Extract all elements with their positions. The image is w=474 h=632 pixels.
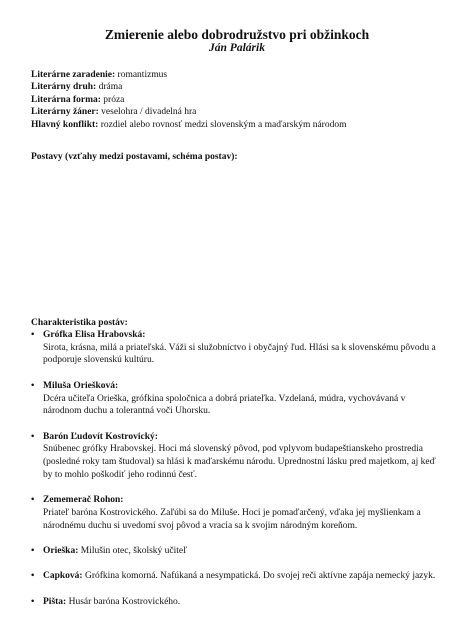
meta-value: dráma [96, 82, 123, 93]
character-description-line: Priateľ baróna Kostrovického. Zaľúbi sa do Miluše. Hoci je pomaďarčený, vďaka jej myšlienkam a [43, 507, 421, 518]
meta-value: rozdiel alebo rovnosť medzi slovenským a maďarským národom [98, 119, 347, 130]
list-item-character [31, 431, 451, 482]
character-description-line: podporuje slovenskú kultúru. [43, 355, 155, 366]
character-description-line: Dcéra učiteľa Orieška, grófkina spoločnica a dobrá priateľka. Vzdelaná, múdra, vychovávaná v [43, 393, 406, 404]
character-name: Orieška: [43, 545, 79, 556]
character-description-line: by to mohlo poškodiť jeho rodinnú česť. [43, 469, 198, 480]
document-title: Zmierenie alebo dobrodružstvo pri obžinkoch [104, 27, 370, 42]
list-item-character [31, 380, 451, 418]
character-name: Miluša Oriešková: [43, 380, 119, 391]
list-gap [31, 583, 451, 596]
list-gap [31, 367, 451, 380]
list-item-character [31, 545, 451, 558]
character-name: Grófka Elisa Hrabovská: [43, 330, 146, 340]
bullet-icon: • [31, 380, 35, 391]
meta-label: Hlavný konflikt: [31, 119, 99, 130]
meta-row-literary-form [31, 94, 451, 106]
character-name: Capková: [43, 571, 83, 582]
bullet-icon: • [31, 596, 35, 607]
meta-value: veselohra / divadelná hra [98, 107, 197, 118]
character-name: Barón Ľudovít Kostrovický: [43, 431, 158, 442]
bullet-icon: • [31, 545, 35, 556]
bullet-icon: • [31, 330, 35, 340]
document-author: Ján Palárik [209, 42, 265, 54]
list-gap [31, 481, 451, 494]
character-description-line: Sirota, krásna, milá a priateľská. Váži si služobníctvo i obyčajný ľud. Hlási sa k slovenskému pôvodu a [43, 342, 436, 353]
character-name: Pišta: [43, 596, 67, 607]
character-description-line: národnom duchu a tolerantná voči Uhorsku. [43, 406, 211, 417]
list-item-character [31, 596, 451, 609]
bullet-icon: • [31, 571, 35, 582]
character-description-line: Husár baróna Kostrovického. [66, 596, 181, 607]
list-item-character [31, 329, 451, 367]
character-description-line: (posledné roky tam študoval) sa hlási k maďarskému národu. Uprednostní lásku pred majetkom, aj keď [43, 457, 436, 467]
character-name: Zememerač Rohon: [43, 495, 124, 506]
list-item-character [31, 570, 451, 583]
characters-list [31, 329, 451, 608]
character-description-line: Milušin otec, školský učiteľ [78, 545, 187, 556]
meta-label: Literárne zaradenie: [31, 70, 116, 80]
list-gap [31, 558, 451, 571]
meta-row-literary-genre [31, 106, 451, 118]
bullet-icon: • [31, 431, 35, 442]
characters-relations-heading: Postavy (vzťahy medzi postavami, schéma postav): [31, 152, 238, 162]
meta-row-genre-classification [31, 69, 451, 81]
meta-value: próza [100, 94, 125, 105]
meta-row-main-conflict [31, 119, 451, 131]
character-description-line: národnému duchu si uvedomí svoj pôvod a vracia sa k svojim národným koreňom. [43, 520, 358, 531]
meta-row-literary-kind [31, 81, 451, 93]
list-gap [31, 532, 451, 545]
meta-label: Literárna forma: [31, 94, 101, 105]
bullet-icon: • [31, 495, 35, 506]
character-description-line: Snúbenec grófky Hrabovskej. Hoci má slovenský pôvod, pod vplyvom budapeštianskeho prostredia [43, 444, 423, 455]
list-item-character [31, 494, 451, 532]
literary-metadata [31, 69, 451, 131]
characteristics-heading: Charakteristika postáv: [31, 318, 128, 328]
meta-value: romantizmus [115, 70, 168, 80]
meta-label: Literárny druh: [31, 82, 97, 93]
meta-label: Literárny žáner: [31, 107, 99, 118]
character-description-line: Grófkina komorná. Nafúkaná a nesympatická. Do svojej reči aktívne zapája nemecký jazyk. [82, 571, 436, 582]
list-gap [31, 418, 451, 431]
